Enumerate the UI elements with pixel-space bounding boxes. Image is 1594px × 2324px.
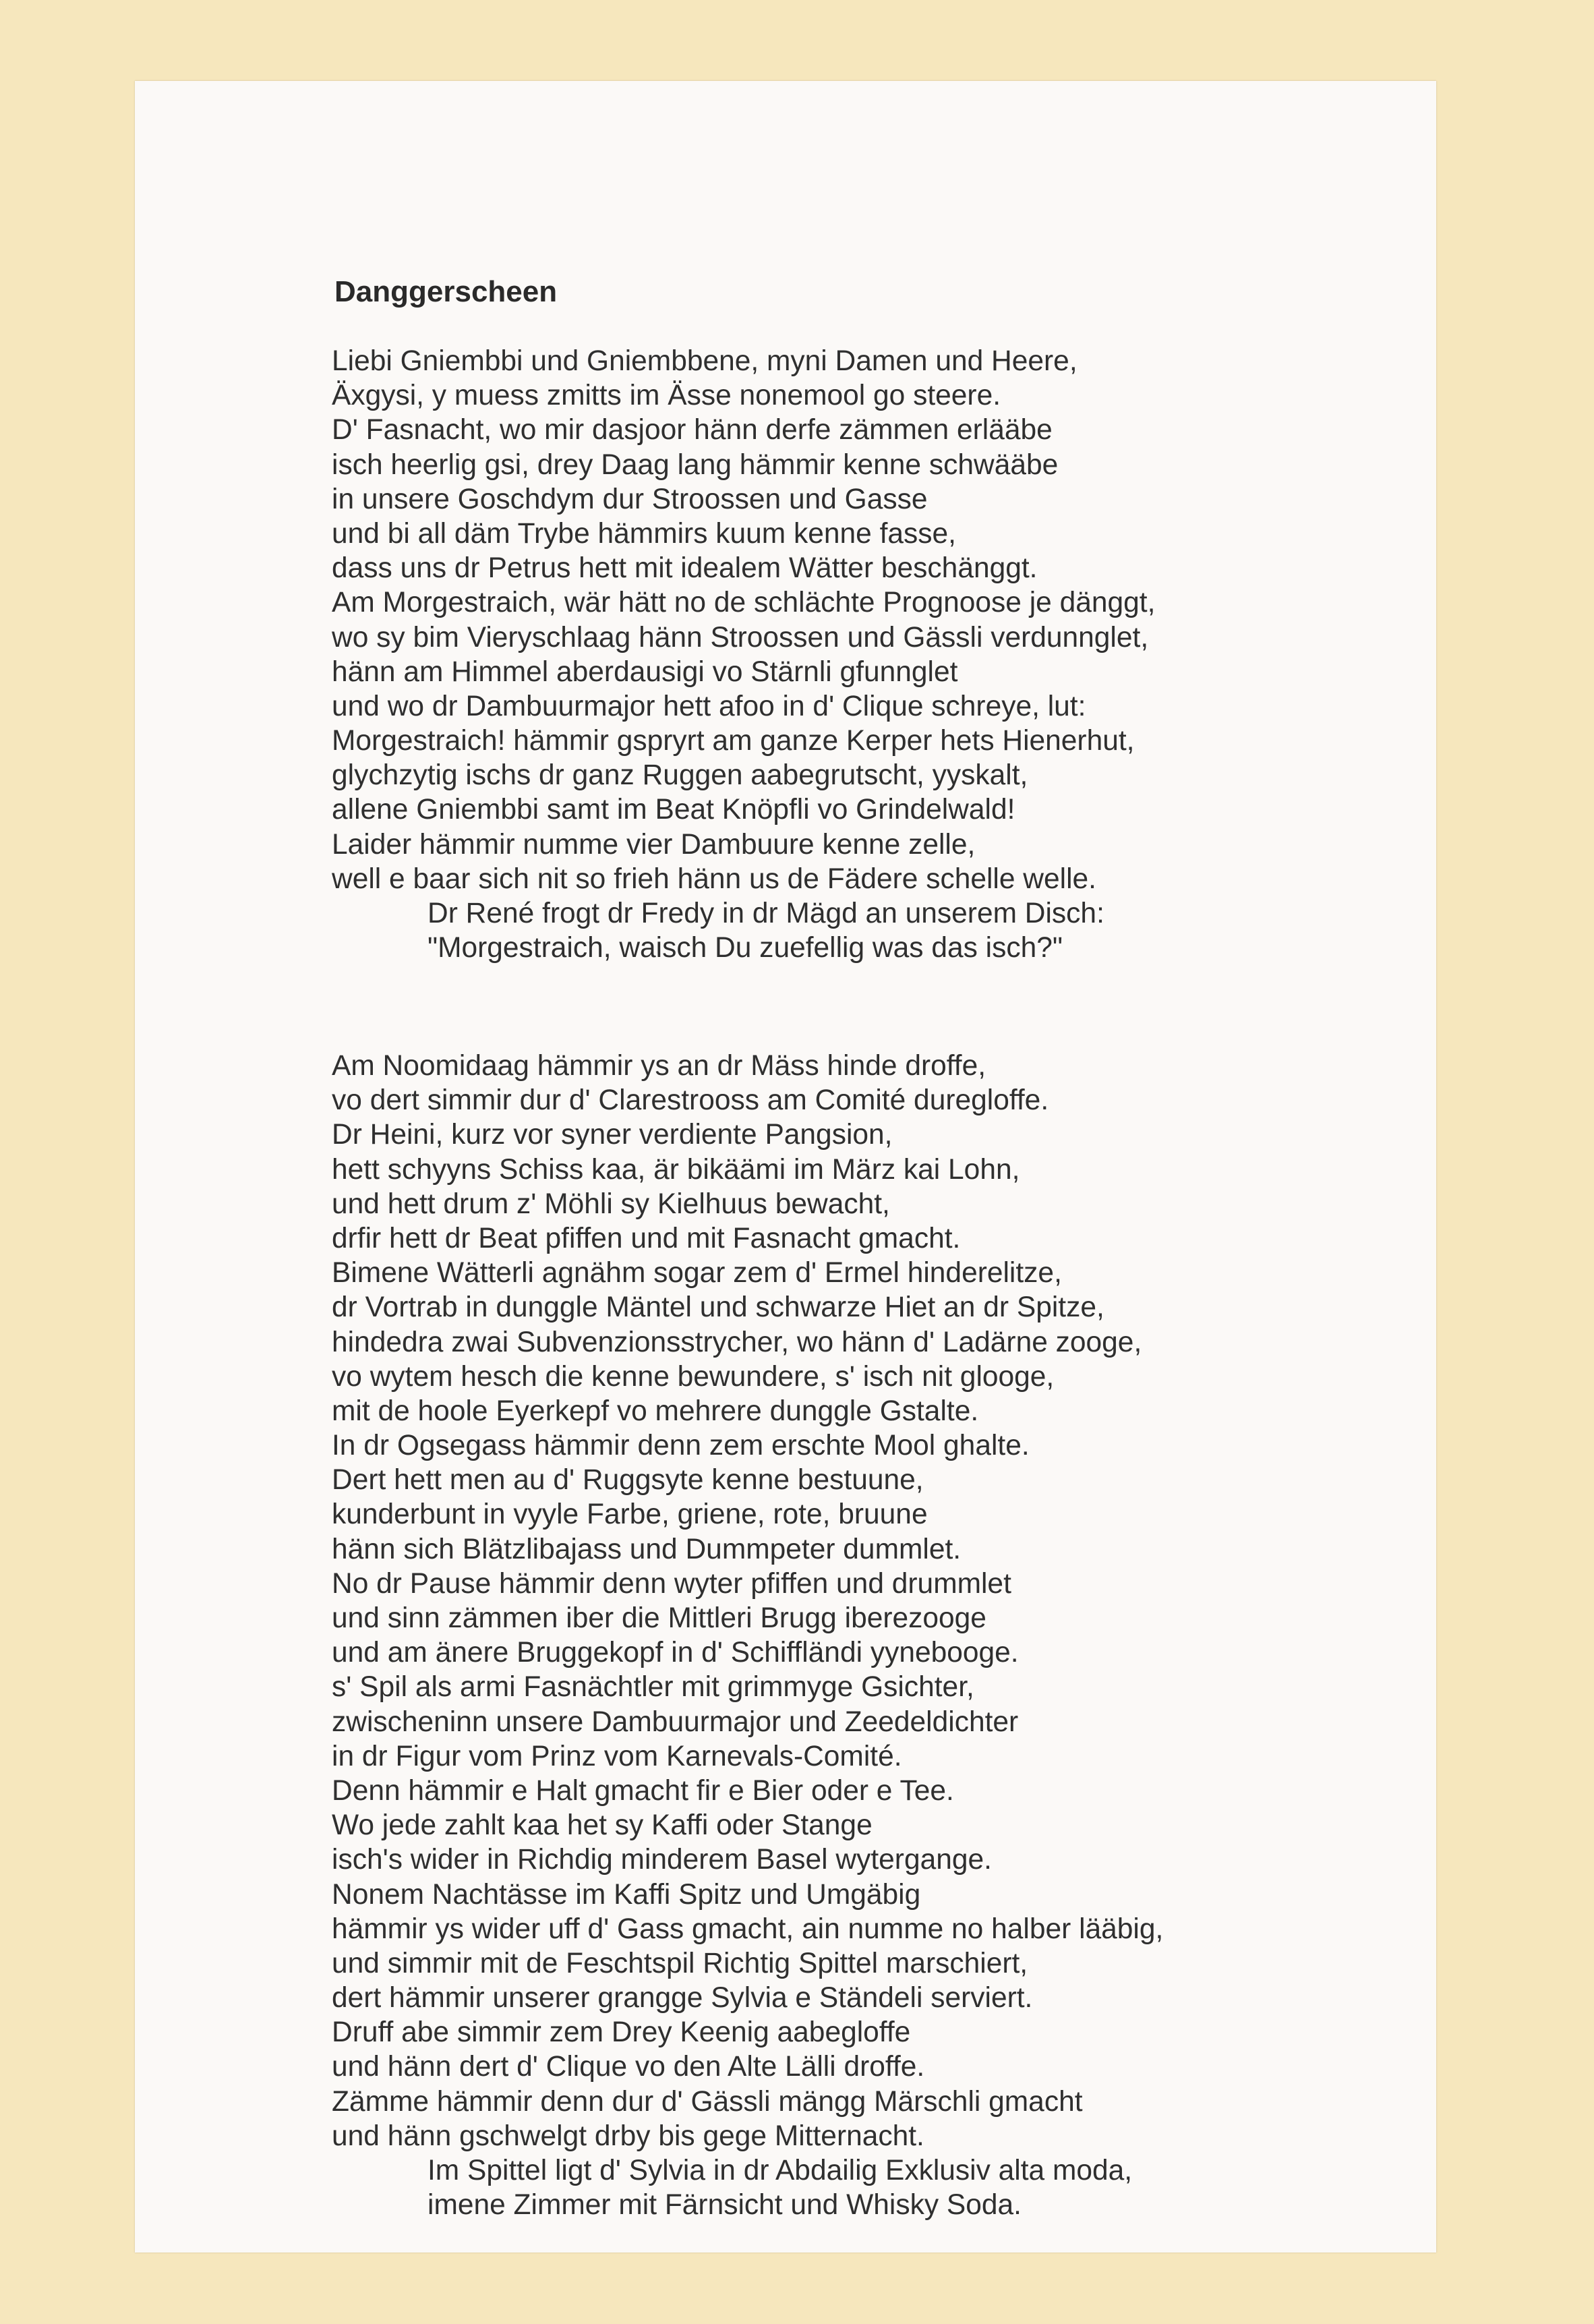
poem-line: well e baar sich nit so frieh hänn us de Fädere schelle welle. — [332, 863, 1096, 895]
poem-line: Am Noomidaag hämmir ys an dr Mäss hinde droffe, — [332, 1050, 986, 1082]
poem-line: glychzytig ischs dr ganz Ruggen aabegrutscht, yyskalt, — [332, 759, 1028, 792]
poem-line: Liebi Gniembbi und Gniembbene, myni Damen und Heere, — [332, 345, 1078, 377]
poem-line: Bimene Wätterli agnähm sogar zem d' Ermel hinderelitze, — [332, 1257, 1062, 1289]
poem-line: imene Zimmer mit Färnsicht und Whisky Soda. — [427, 2189, 1022, 2221]
poem-line: und sinn zämmen iber die Mittleri Brugg iberezooge — [332, 1602, 986, 1634]
document-title: Danggerscheen — [334, 275, 558, 308]
poem-line: mit de hoole Eyerkepf vo mehrere dunggle Gstalte. — [332, 1395, 979, 1427]
poem-line: s' Spil als armi Fasnächtler mit grimmyge Gsichter, — [332, 1671, 974, 1704]
poem-line: wo sy bim Vieryschlaag hänn Stroossen und Gässli verdunnglet, — [332, 621, 1149, 653]
poem-line: dert hämmir unserer grangge Sylvia e Ständeli serviert. — [332, 1982, 1033, 2014]
poem-line: vo dert simmir dur d' Clarestrooss am Comité duregloffe. — [332, 1084, 1049, 1117]
poem-line: zwischeninn unsere Dambuurmajor und Zeedeldichter — [332, 1706, 1019, 1738]
poem-stanza-1 — [332, 344, 1155, 965]
poem-line: Im Spittel ligt d' Sylvia in dr Abdailig Exklusiv alta moda, — [427, 2155, 1133, 2186]
poem-line: und hett drum z' Möhli sy Kielhuus bewacht, — [332, 1188, 890, 1220]
poem-line: in dr Figur vom Prinz vom Karnevals-Comité. — [332, 1740, 902, 1772]
poem-line: allene Gniembbi samt im Beat Knöpfli vo Grindelwald! — [332, 794, 1015, 826]
poem-line: Dr René frogt dr Fredy in dr Mägd an unserem Disch: — [427, 898, 1104, 929]
poem-line: und hänn gschwelgt drby bis gege Mitternacht. — [332, 2120, 924, 2152]
poem-line: Wo jede zahlt kaa het sy Kaffi oder Stange — [332, 1809, 873, 1842]
poem-line: isch heerlig gsi, drey Daag lang hämmir kenne schwääbe — [332, 448, 1059, 481]
poem-line: in unsere Goschdym dur Stroossen und Gasse — [332, 483, 928, 515]
poem-line: hänn am Himmel aberdausigi vo Stärnli gfunnglet — [332, 656, 958, 688]
poem-line: hämmir ys wider uff d' Gass gmacht, ain numme no halber lääbig, — [332, 1913, 1164, 1945]
poem-line: Denn hämmir e Halt gmacht fir e Bier oder e Tee. — [332, 1774, 954, 1807]
poem-line: D' Fasnacht, wo mir dasjoor hänn derfe zämmen erlääbe — [332, 414, 1053, 446]
poem-line: dass uns dr Petrus hett mit idealem Wätter beschänggt. — [332, 552, 1038, 585]
poem-line: isch's wider in Richdig minderem Basel wytergange. — [332, 1844, 992, 1876]
poem-line: und bi all däm Trybe hämmirs kuum kenne fasse, — [332, 517, 956, 550]
poem-stanza-2 — [332, 1049, 1163, 2222]
poem-line: Dert hett men au d' Ruggsyte kenne bestuune, — [332, 1464, 924, 1497]
poem-line: hett schyyns Schiss kaa, är bikäämi im März kai Lohn, — [332, 1153, 1020, 1186]
poem-line: "Morgestraich, waisch Du zuefellig was das isch?" — [427, 932, 1063, 964]
poem-line: Zämme hämmir denn dur d' Gässli mängg Märschli gmacht — [332, 2085, 1083, 2118]
poem-line: Druff abe simmir zem Drey Keenig aabegloffe — [332, 2016, 911, 2049]
poem-line: Dr Heini, kurz vor syner verdiente Pangsion, — [332, 1119, 893, 1151]
poem-line: Laider hämmir numme vier Dambuure kenne zelle, — [332, 828, 976, 861]
poem-line: No dr Pause hämmir denn wyter pfiffen und drummlet — [332, 1567, 1011, 1600]
poem-line: und simmir mit de Feschtspil Richtig Spittel marschiert, — [332, 1947, 1028, 1979]
poem-line: vo wytem hesch die kenne bewundere, s' isch nit glooge, — [332, 1360, 1055, 1393]
poem-line: Morgestraich! hämmir gspryrt am ganze Kerper hets Hienerhut, — [332, 725, 1135, 757]
poem-line: hindedra zwai Subvenzionsstrycher, wo hänn d' Ladärne zooge, — [332, 1326, 1142, 1358]
paper-sheet — [135, 81, 1436, 2253]
poem-line: und am änere Bruggekopf in d' Schiffländi yyneboogе. — [332, 1637, 1019, 1669]
poem-line: dr Vortrab in dunggle Mäntel und schwarze Hiet an dr Spitze, — [332, 1291, 1104, 1324]
poem-line: und hänn dert d' Clique vo den Alte Lälli droffe. — [332, 2051, 925, 2083]
poem-line: In dr Ogsegass hämmir denn zem erschte Mool ghalte. — [332, 1430, 1030, 1462]
poem-line: kunderbunt in vyyle Farbe, griene, rote, bruune — [332, 1499, 928, 1531]
poem-line: Am Morgestraich, wär hätt no de schlächte Prognoose je dänggt, — [332, 587, 1156, 619]
poem-line: und wo dr Dambuurmajor hett afoo in d' Clique schreye, lut: — [332, 690, 1086, 722]
poem-line: Äxgysi, y muess zmitts im Ässe nonemool go steere. — [332, 380, 1001, 412]
poem-line: Nonem Nachtässe im Kaffi Spitz und Umgäbig — [332, 1878, 921, 1911]
poem-line: drfir hett dr Beat pfiffen und mit Fasnacht gmacht. — [332, 1222, 961, 1254]
poem-line: hänn sich Blätzlibajass und Dummpeter dummlet. — [332, 1533, 962, 1565]
